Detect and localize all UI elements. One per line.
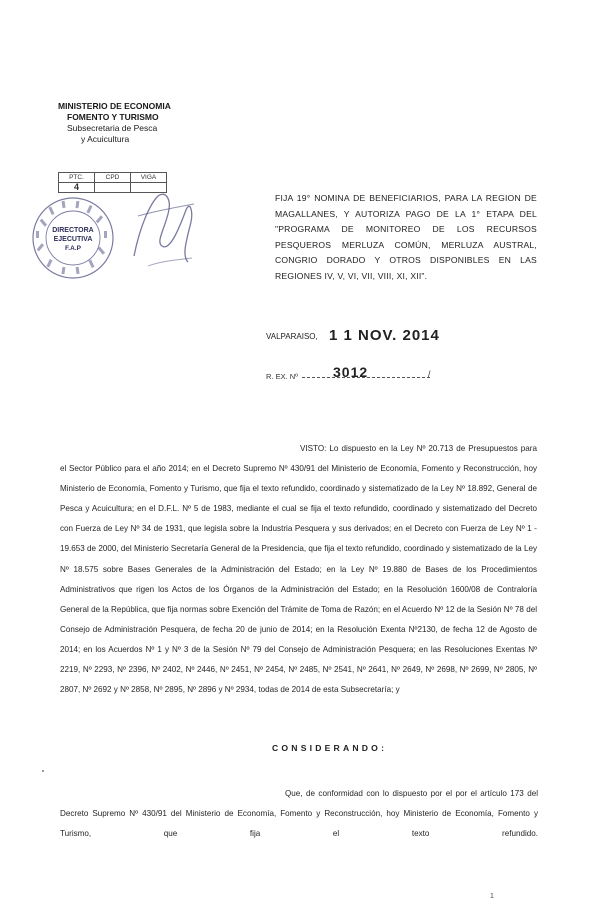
considerando-heading: CONSIDERANDO:	[272, 743, 388, 753]
rex-slash: /	[428, 369, 431, 379]
page-number: 1	[490, 893, 494, 900]
control-col-ptc: PTC.	[59, 173, 95, 183]
control-col-viga: VIGA	[131, 173, 167, 183]
rex-label: R. EX. Nº	[266, 372, 298, 381]
ministry-line-3: Subsecretaria de Pesca	[67, 123, 158, 133]
considerando-paragraph: Que, de conformidad con lo dispuesto por el por el artículo 173 del Decreto Supremo Nº 430/91 del Ministerio de Economía, Fomento y Reconstrucción, hoy Ministerio de Economía, Fomento y Turismo, que fija el texto refundido.	[60, 789, 538, 839]
stamp-line-1: DIRECTORA	[52, 227, 94, 234]
stamp-line-3: F.A.P	[65, 245, 81, 252]
rex-number: 3012	[333, 364, 369, 380]
control-col-cpd: CPD	[95, 173, 131, 183]
resolution-title: FIJA 19° NOMINA DE BENEFICIARIOS, PARA LA REGION DE MAGALLANES, Y AUTORIZA PAGO DE LA 1° ETAPA DEL "PROGRAMA DE MONITOREO DE LOS RECURSOS PESQUEROS MERLUZA COMÚN, MERLUZA AUSTRAL, CONGRIO DORADO Y OTROS DISPONIBLES EN LAS REGIONES IV, V, VI, VII, VIII, XI, XII".	[275, 193, 537, 281]
ministry-line-1: MINISTERIO DE ECONOMIA	[58, 101, 171, 111]
resolution-date: 1 1 NOV. 2014	[329, 327, 440, 344]
visto-paragraph: VISTO: Lo dispuesto en la Ley Nº 20.713 de Presupuestos para el Sector Público para el año 2014; en el Decreto Supremo Nº 430/91 del Ministerio de Economía, Fomento y Reconstrucción, hoy Ministerio de Economía, Fomento y Turismo, que fija el texto refundido, coordinado y sistematizado de la Ley Nº 18.892, General de Pesca y Acuicultura; en el D.F.L. Nº 5 de 1983, mediante el cual se fija el texto refundido, coordinado y sistematizado del Decreto con Fuerza de Ley Nº 34 de 1931, que legisla sobre la Industria Pesquera y sus derivados; en el Decreto con Fuerza de Ley Nº 1 - 19.653 de 2000, del Ministerio Secretaría General de la Presidencia, que fija el texto refundido, coordinado y sistematizado de la Ley Nº 18.575 sobre Bases Generales de la Administración del Estado; en la Ley Nº 19.880 de Bases de los Procedimientos Administrativos que rigen los Actos de los Órganos de la Administración del Estado; en la Resolución 1600/08 de Contraloría General de la República, que fija normas sobre Exención del Trámite de Toma de Razón; en el Acuerdo Nº 12 de la Sesión Nº 78 del Consejo de Administración Pesquera, de fecha 20 de junio de 2014; en la Resolución Exenta Nº2130, de fecha 12 de Agosto de 2014; en los Acuerdos Nº 1 y Nº 3 de la Sesión Nº 79 del Consejo de Administración Pesquera; en las Resoluciones Exentas Nº 2219, Nº 2293, Nº 2396, Nº 2402, Nº 2446, Nº 2451, Nº 2454, Nº 2485, Nº 2541, Nº 2641, Nº 2649, Nº 2698, Nº 2699, Nº 2805, Nº 2807, Nº 2692 y Nº 2858, Nº 2895, Nº 2896 y Nº 2934, todas de 2014 de esta Subsecretaría; y	[60, 444, 537, 695]
ministry-line-2: FOMENTO Y TURISMO	[67, 112, 159, 122]
handwritten-signature	[128, 186, 200, 272]
control-mark-cpd	[95, 183, 131, 193]
control-mark-ptc: 4	[59, 183, 95, 193]
ministry-header	[58, 101, 171, 145]
margin-mark	[42, 770, 44, 772]
place-label: VALPARAISO,	[266, 332, 318, 341]
official-stamp	[30, 195, 116, 281]
ministry-line-4: y Acuicultura	[81, 134, 130, 144]
stamp-line-2: EJECUTIVA	[53, 236, 93, 243]
